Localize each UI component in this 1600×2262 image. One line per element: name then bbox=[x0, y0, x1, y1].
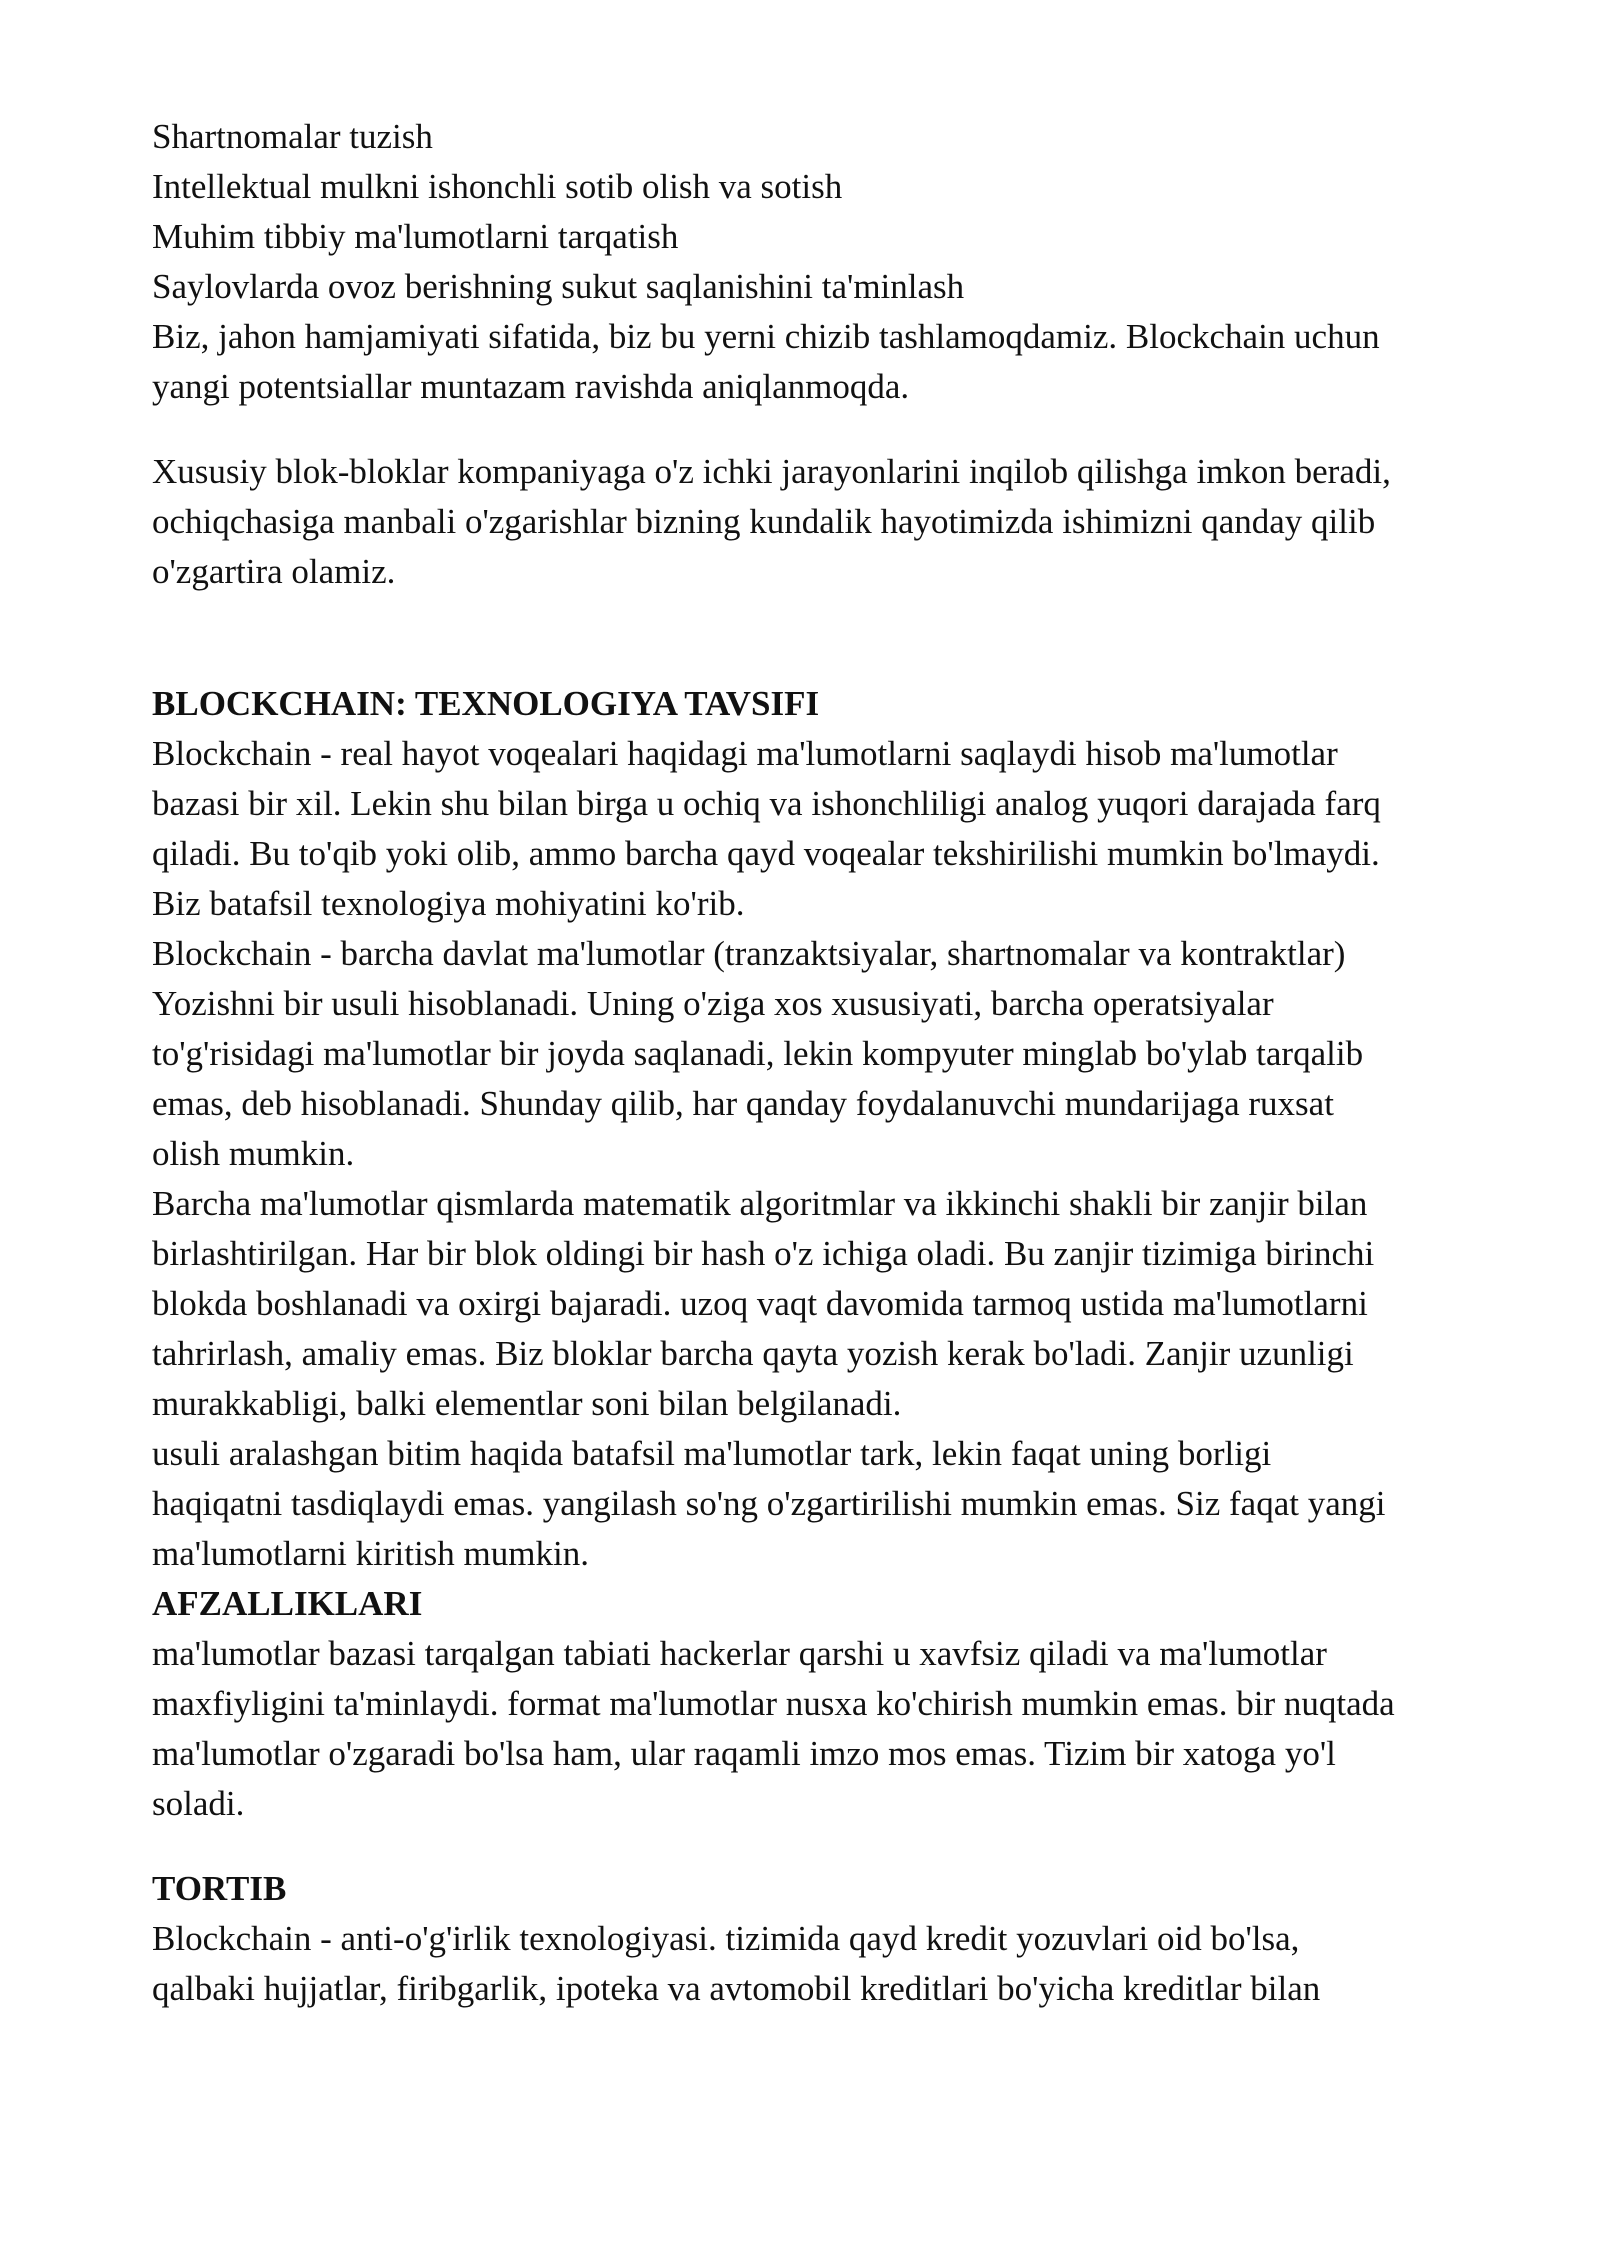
paragraph-line: o'zgartira olamiz. bbox=[152, 552, 396, 591]
section-heading: AFZALLIKLARI bbox=[152, 1584, 423, 1623]
paragraph-line: haqiqatni tasdiqlaydi emas. yangilash so'ng o'zgartirilishi mumkin emas. Siz faqat yangi bbox=[152, 1484, 1386, 1523]
paragraph-line: ochiqchasiga manbali o'zgarishlar bizning kundalik hayotimizda ishimizni qanday qilib bbox=[152, 502, 1376, 541]
paragraph-line: tahrirlash, amaliy emas. Biz bloklar barcha qayta yozish kerak bo'ladi. Zanjir uzunligi bbox=[152, 1334, 1354, 1373]
paragraph-line: ma'lumotlarni kiritish mumkin. bbox=[152, 1534, 589, 1573]
intro-list bbox=[152, 112, 1492, 312]
paragraph-line: murakkabligi, balki elementlar soni bilan belgilanadi. bbox=[152, 1384, 902, 1423]
paragraph-line: soladi. bbox=[152, 1784, 245, 1823]
list-item: Shartnomalar tuzish bbox=[152, 117, 433, 156]
paragraph bbox=[152, 1629, 1492, 1829]
paragraph bbox=[152, 729, 1492, 929]
paragraph-line: bazasi bir xil. Lekin shu bilan birga u ochiq va ishonchliligi analog yuqori darajada farq bbox=[152, 784, 1381, 823]
spacer bbox=[152, 412, 1492, 447]
paragraph bbox=[152, 1179, 1492, 1429]
section-technology-description bbox=[152, 679, 1492, 1579]
paragraph-line: maxfiyligini ta'minlaydi. format ma'lumotlar nusxa ko'chirish mumkin emas. bir nuqtada bbox=[152, 1684, 1395, 1723]
paragraph-line: Biz batafsil texnologiya mohiyatini ko'rib. bbox=[152, 884, 745, 923]
intro-paragraph bbox=[152, 312, 1492, 412]
paragraph bbox=[152, 1914, 1492, 2014]
list-item: Saylovlarda ovoz berishning sukut saqlanishini ta'minlash bbox=[152, 267, 965, 306]
paragraph bbox=[152, 1429, 1492, 1579]
paragraph-line: usuli aralashgan bitim haqida batafsil ma'lumotlar tark, lekin faqat uning borligi bbox=[152, 1434, 1272, 1473]
list-item: Muhim tibbiy ma'lumotlarni tarqatish bbox=[152, 217, 679, 256]
paragraph-line: Blockchain - barcha davlat ma'lumotlar (tranzaktsiyalar, shartnomalar va kontraktlar) bbox=[152, 934, 1346, 973]
private-blockchain-paragraph bbox=[152, 447, 1492, 597]
paragraph-line: ma'lumotlar o'zgaradi bo'lsa ham, ular raqamli imzo mos emas. Tizim bir xatoga yo'l bbox=[152, 1734, 1336, 1773]
paragraph-line: Xususiy blok-bloklar kompaniyaga o'z ichki jarayonlarini inqilob qilishga imkon beradi, bbox=[152, 452, 1391, 491]
paragraph-line: to'g'risidagi ma'lumotlar bir joyda saqlanadi, lekin kompyuter minglab bo'ylab tarqalib bbox=[152, 1034, 1364, 1073]
paragraph-line: qiladi. Bu to'qib yoki olib, ammo barcha qayd voqealar tekshirilishi mumkin bo'lmaydi. bbox=[152, 834, 1380, 873]
section-tortib bbox=[152, 1864, 1492, 2014]
paragraph-line: emas, deb hisoblanadi. Shunday qilib, har qanday foydalanuvchi mundarijaga ruxsat bbox=[152, 1084, 1334, 1123]
paragraph-line: Yozishni bir usuli hisoblanadi. Uning o'ziga xos xususiyati, barcha operatsiyalar bbox=[152, 984, 1274, 1023]
paragraph-line: yangi potentsiallar muntazam ravishda aniqlanmoqda. bbox=[152, 367, 910, 406]
paragraph-line: Biz, jahon hamjamiyati sifatida, biz bu yerni chizib tashlamoqdamiz. Blockchain uchun bbox=[152, 317, 1380, 356]
paragraph bbox=[152, 929, 1492, 1179]
paragraph-line: ma'lumotlar bazasi tarqalgan tabiati hackerlar qarshi u xavfsiz qiladi va ma'lumotlar bbox=[152, 1634, 1327, 1673]
paragraph-line: Blockchain - anti-o'g'irlik texnologiyasi. tizimida qayd kredit yozuvlari oid bo'lsa, bbox=[152, 1919, 1300, 1958]
document-page bbox=[152, 112, 1492, 2014]
paragraph-line: qalbaki hujjatlar, firibgarlik, ipoteka va avtomobil kreditlari bo'yicha kreditlar bilan bbox=[152, 1969, 1321, 2008]
section-heading: TORTIB bbox=[152, 1869, 287, 1908]
section-advantages bbox=[152, 1579, 1492, 1829]
spacer bbox=[152, 597, 1492, 679]
paragraph-line: Barcha ma'lumotlar qismlarda matematik algoritmlar va ikkinchi shakli bir zanjir bilan bbox=[152, 1184, 1368, 1223]
paragraph-line: birlashtirilgan. Har bir blok oldingi bir hash o'z ichiga oladi. Bu zanjir tizimiga birinchi bbox=[152, 1234, 1375, 1273]
paragraph-line: olish mumkin. bbox=[152, 1134, 355, 1173]
list-item: Intellektual mulkni ishonchli sotib olish va sotish bbox=[152, 167, 843, 206]
section-heading: BLOCKCHAIN: TEXNOLOGIYA TAVSIFI bbox=[152, 684, 820, 723]
paragraph-line: blokda boshlanadi va oxirgi bajaradi. uzoq vaqt davomida tarmoq ustida ma'lumotlarni bbox=[152, 1284, 1368, 1323]
paragraph-line: Blockchain - real hayot voqealari haqidagi ma'lumotlarni saqlaydi hisob ma'lumotlar bbox=[152, 734, 1338, 773]
spacer bbox=[152, 1829, 1492, 1864]
